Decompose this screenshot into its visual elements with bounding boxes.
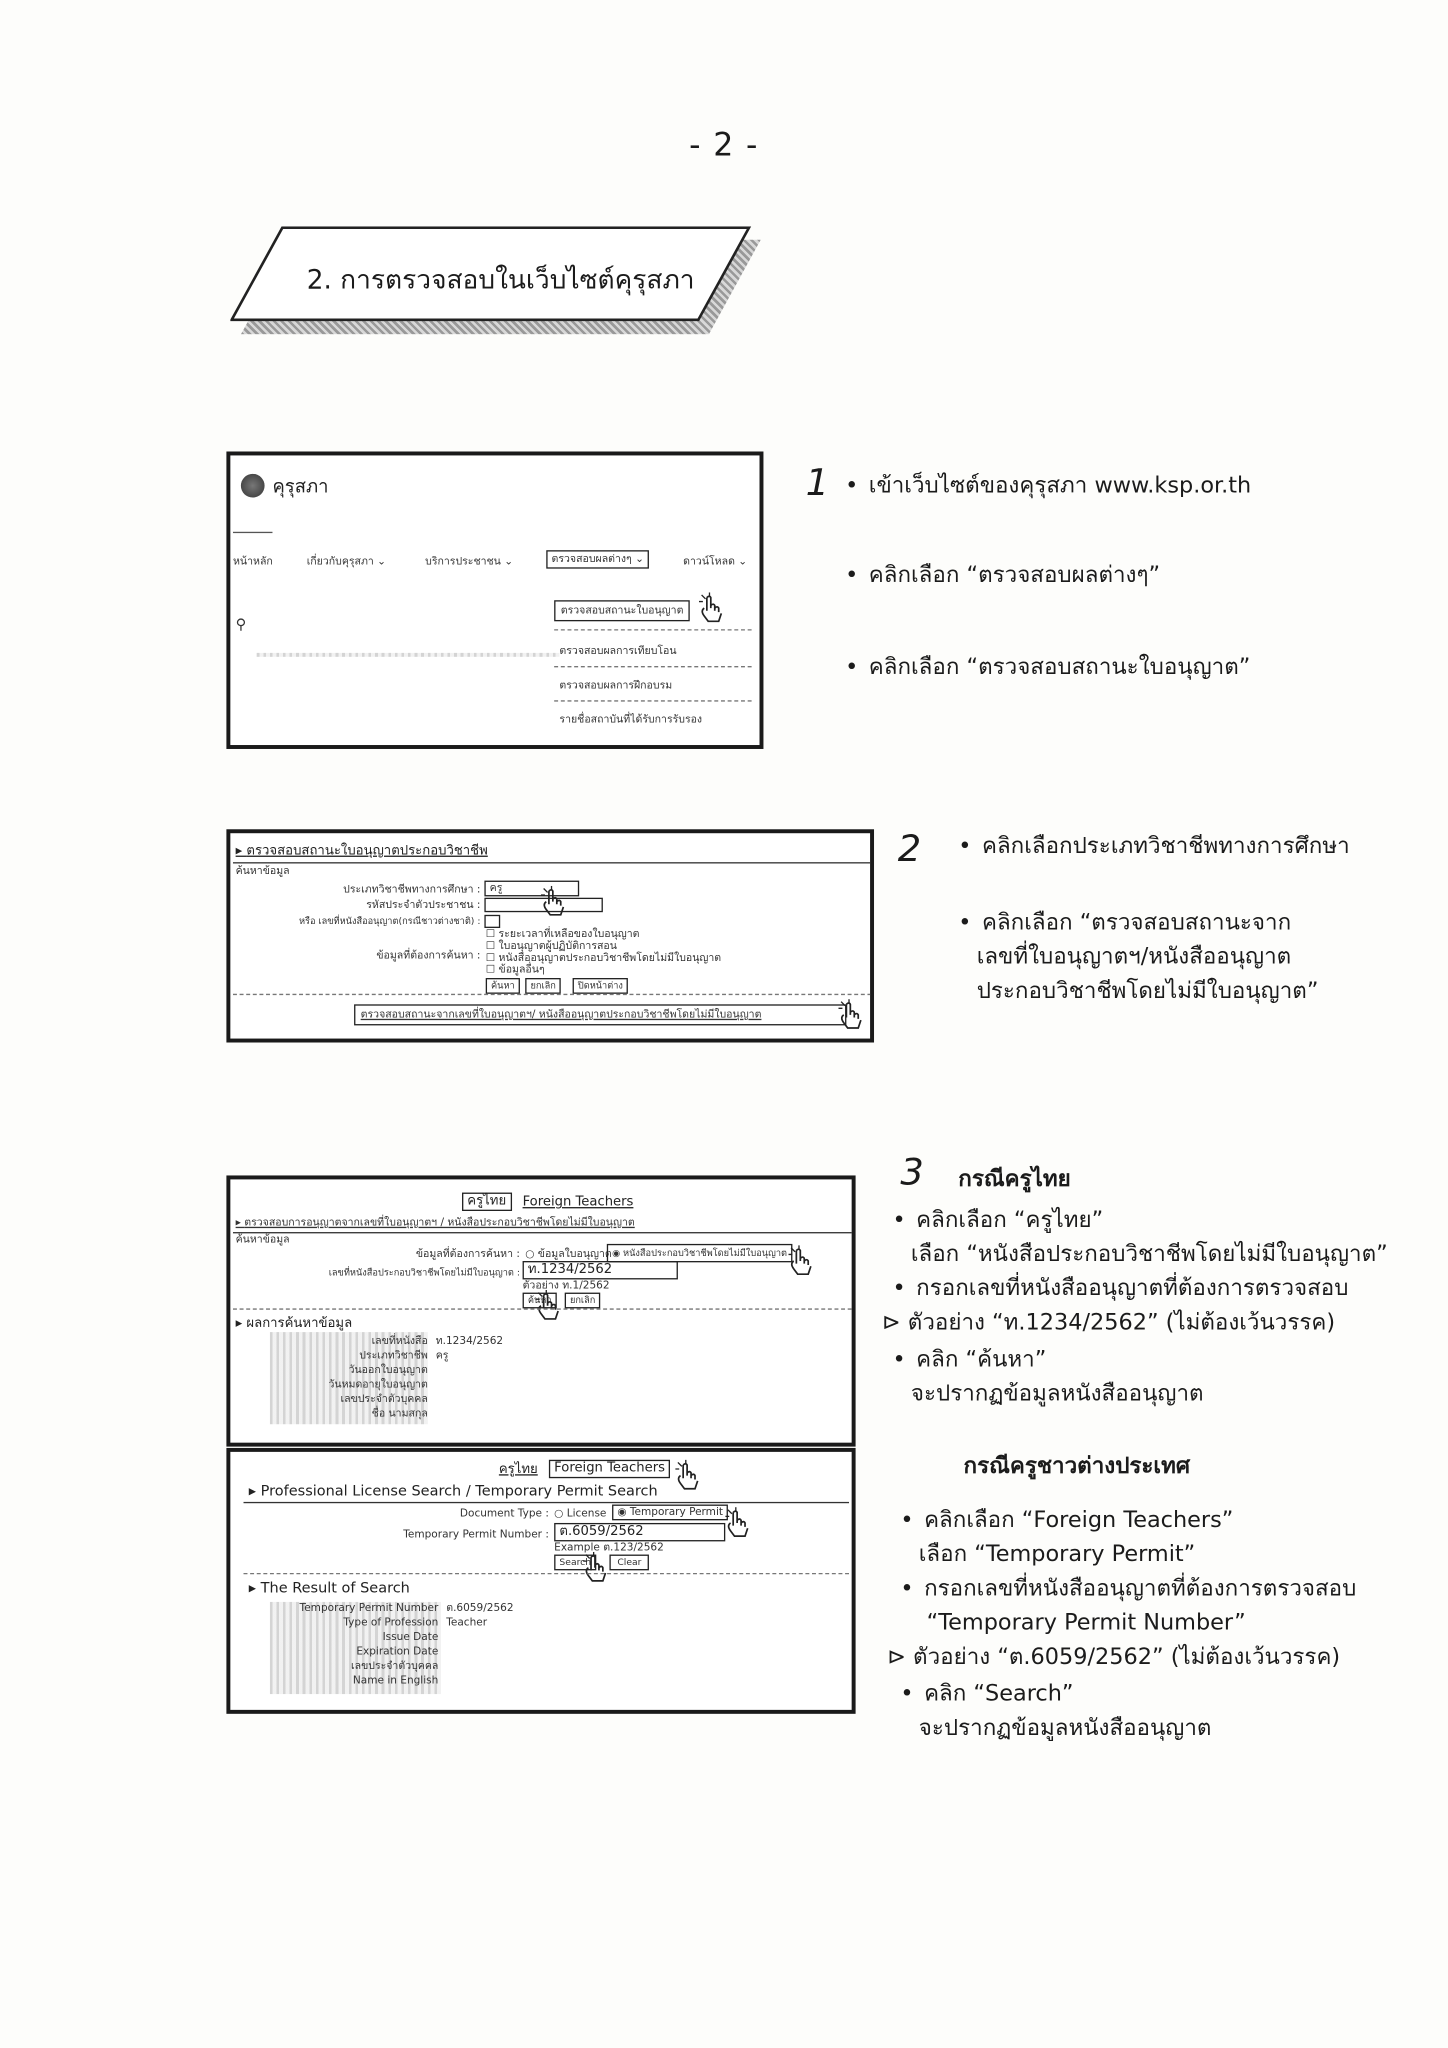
option-remaining[interactable]: ☐ ระยะเวลาที่เหลือของใบอนุญาต [485,927,640,940]
tab-thai-teacher[interactable]: ครูไทย [498,1462,538,1477]
radio-text: ข้อมูลใบอนุญาต [537,1247,612,1260]
option-text: ข้อมูลอื่นๆ [498,963,545,976]
permit-number-label: Temporary Permit Number : [403,1528,549,1541]
thai-line-4: ตัวอย่าง “ท.1234/2562” (ไม่ต้องเว้นวรรค) [907,1309,1336,1337]
search-label: ค้นหาข้อมูล [235,864,290,877]
result-value: Teacher [446,1616,488,1629]
option-text: ระยะเวลาที่เหลือของใบอนุญาต [498,927,640,940]
id-label: รหัสประจำตัวประชาชน : [366,899,481,911]
step2-line-2: • คลิกเลือก “ตรวจสอบสถานะจาก [958,906,1291,940]
foreign-line-2: เลือก “Temporary Permit” [918,1541,1196,1568]
radio-temporary-permit[interactable]: ◉ Temporary Permit [612,1505,728,1521]
alt-input[interactable] [484,915,500,928]
option-other[interactable]: ☐ ข้อมูลอื่นๆ [485,963,545,976]
option-text: ใบอนุญาตผู้ปฏิบัติการสอน [498,939,617,952]
search-button[interactable]: ค้นหา [486,978,520,994]
radio-permit-selected[interactable]: ◉ หนังสือประกอบวิชาชีพโดยไม่มีใบอนุญาต [607,1244,792,1262]
arrow-right-icon: ⊳ [887,1644,914,1671]
doc-type-label: Document Type : [459,1507,549,1520]
option-permit[interactable]: ☐ หนังสืออนุญาตประกอบวิชาชีพโดยไม่มีใบอนุญาต [485,951,722,964]
hand-cursor-icon [788,1245,814,1277]
tab-foreign-teachers[interactable]: Foreign Teachers [549,1460,670,1478]
result-label: ประเภทวิชาชีพ [359,1349,428,1362]
profession-label: ประเภทวิชาชีพทางการศึกษา : [343,883,481,896]
step2-number: 2 [897,826,922,871]
divider [233,1308,852,1309]
step3-number: 3 [900,1150,924,1194]
result-label: Expiration Date [356,1645,439,1658]
alt-label: หรือ เลขที่หนังสืออนุญาต(กรณีชาวต่างชาติ) : [298,916,481,927]
result-label: Type of Profession [343,1616,439,1629]
close-window-button[interactable]: ปิดหน้าต่าง [573,978,629,994]
result-label: ชื่อ นามสกุล [371,1407,428,1419]
result-label: เลขประจำตัวบุคคล [340,1392,428,1405]
option-text: หนังสืออนุญาตประกอบวิชาชีพโดยไม่มีใบอนุญาต [498,951,722,964]
nav-about[interactable]: เกี่ยวกับคุรุสภา ⌄ [306,555,386,568]
ksp-logo-icon [241,474,265,498]
tab-thai-teacher[interactable]: ครูไทย [462,1193,511,1211]
thai-line-2: เลือก “หนังสือประกอบวิชาชีพโดยไม่มีใบอนุญาต” [910,1241,1388,1268]
radio-text: Temporary Permit [629,1505,723,1518]
permit-number-input[interactable]: ท.1234/2562 [523,1261,678,1279]
nav-home[interactable]: หน้าหลัก [232,555,273,568]
example-hint: Example ต.123/2562 [554,1541,664,1554]
form-title: ▸ Professional License Search / Temporary Permit Search [248,1482,658,1500]
step2-line-4: ประกอบวิชาชีพโดยไม่มีใบอนุญาต” [976,978,1319,1005]
search-label: ค้นหาข้อมูล [235,1233,290,1246]
option-license[interactable]: ☐ ใบอนุญาตผู้ปฏิบัติการสอน [485,939,617,952]
step2-line-1: • คลิกเลือกประเภทวิชาชีพทางการศึกษา [958,829,1349,863]
page-number: - 2 - [689,126,759,164]
foreign-line-3: • กรอกเลขที่หนังสืออนุญาตที่ต้องการตรวจสอบ [900,1572,1356,1606]
divider [554,700,751,701]
hand-cursor-icon [725,1507,751,1539]
thai-line-5: • คลิก “ค้นหา” [892,1343,1046,1377]
dropdown-transfer[interactable]: ตรวจสอบผลการเทียบโอน [559,644,677,657]
result-value: ครู [435,1349,449,1362]
step3-thai-screenshot [226,1175,855,1446]
divider [554,629,751,630]
dropdown-institutions[interactable]: รายชื่อสถาบันที่ได้รับการรับรอง [559,713,703,726]
section-banner [230,226,770,339]
nav-services[interactable]: บริการประชาชน ⌄ [425,555,514,568]
divider [233,994,871,995]
step1-line-2: • คลิกเลือก “ตรวจสอบผลต่างๆ” [845,558,1160,592]
form-title-text: ตรวจสอบการอนุญาตจากเลขที่ใบอนุญาตฯ / หนังสือประกอบวิชาชีพโดยไม่มีใบอนุญาต [244,1216,635,1229]
thai-example [882,1306,1335,1340]
logo-text: คุรุสภา [272,476,329,498]
result-title: ▸ ผลการค้นหาข้อมูล [235,1316,353,1331]
radio-text: หนังสือประกอบวิชาชีพโดยไม่มีใบอนุญาต [623,1247,788,1259]
hand-cursor-icon [536,1290,562,1322]
foreign-line-1: • คลิกเลือก “Foreign Teachers” [900,1503,1233,1537]
divider [233,1232,852,1233]
clear-button[interactable]: Clear [609,1555,649,1571]
thai-teacher-heading: กรณีครูไทย [958,1166,1071,1193]
thai-line-1: • คลิกเลือก “ครูไทย” [892,1203,1103,1237]
scan-noise [257,653,560,657]
dropdown-training[interactable]: ตรวจสอบผลการฝึกอบรม [559,679,673,692]
result-label: วันออกใบอนุญาต [348,1363,428,1376]
foreign-example [887,1640,1340,1674]
search-button[interactable]: Search [554,1555,596,1571]
form-title: ▸ ตรวจสอบสถานะใบอนุญาตประกอบวิชาชีพ [235,843,488,859]
foreign-teacher-heading: กรณีครูชาวต่างประเทศ [963,1453,1191,1480]
permit-number-input[interactable]: ต.6059/2562 [554,1523,725,1541]
step3-foreign-screenshot [226,1448,855,1714]
needs-label: ข้อมูลที่ต้องการค้นหา : [376,949,481,961]
search-button[interactable]: ค้นหา [523,1293,557,1309]
divider [233,532,272,533]
result-title: ▸ The Result of Search [248,1579,410,1597]
result-label: Issue Date [382,1630,439,1643]
step1-line-3: • คลิกเลือก “ตรวจสอบสถานะใบอนุญาต” [845,650,1250,684]
license-number-link[interactable]: ตรวจสอบสถานะจากเลขที่ใบอนุญาตฯ/ หนังสืออนุญาตประกอบวิชาชีพโดยไม่มีใบอนุญาต [354,1004,846,1025]
step1-screenshot [226,451,763,748]
example-hint: ตัวอย่าง ท.1/2562 [522,1279,610,1292]
foreign-line-7: จะปรากฏข้อมูลหนังสืออนุญาต [918,1715,1212,1742]
hand-cursor-icon [838,999,864,1031]
hand-cursor-icon [583,1552,609,1584]
step2-screenshot [226,829,874,1042]
result-value: ท.1234/2562 [435,1334,504,1347]
foreign-line-4: “Temporary Permit Number” [926,1609,1246,1637]
type-label: ข้อมูลที่ต้องการค้นหา : [415,1247,520,1260]
result-label: เลขประจำตัวบุคคล [351,1659,439,1672]
number-label: เลขที่หนังสือประกอบวิชาชีพโดยไม่มีใบอนุญาต : [328,1267,520,1279]
nav-download[interactable]: ดาวน์โหลด ⌄ [683,555,748,568]
result-label: วันหมดอายุใบอนุญาต [328,1378,428,1391]
result-title-text: The Result of Search [260,1579,410,1597]
result-value: ต.6059/2562 [446,1601,514,1614]
search-icon[interactable]: ⚲ [235,616,247,634]
thai-line-3: • กรอกเลขที่หนังสืออนุญาตที่ต้องการตรวจสอบ [892,1272,1348,1306]
step2-line-3: เลขที่ใบอนุญาตฯ/หนังสืออนุญาต [976,943,1292,971]
result-label: Temporary Permit Number [299,1601,439,1614]
result-title-text: ผลการค้นหาข้อมูล [246,1316,353,1331]
id-input[interactable] [484,898,602,912]
form-title-text: Professional License Search / Temporary Permit Search [260,1482,658,1500]
result-label: เลขที่หนังสือ [371,1334,428,1347]
step1-number: 1 [805,460,830,505]
form-title-text: ตรวจสอบสถานะใบอนุญาตประกอบวิชาชีพ [246,843,488,859]
hand-cursor-icon [675,1460,701,1492]
divider [244,1502,849,1503]
profession-select[interactable]: ครู [484,881,579,897]
radio-text: License [566,1507,607,1520]
step1-line-1: • เข้าเว็บไซต์ของคุรุสภา www.ksp.or.th [845,469,1251,503]
hand-cursor-icon [699,592,725,624]
dropdown-license-status[interactable]: ตรวจสอบสถานะใบอนุญาต [554,600,690,621]
divider [554,666,751,667]
arrow-right-icon: ⊳ [881,1309,908,1337]
nav-check-results[interactable]: ตรวจสอบผลต่างๆ ⌄ [546,550,649,568]
radio-license[interactable]: ○ License [554,1507,607,1520]
foreign-line-5: ตัวอย่าง “ต.6059/2562” (ไม่ต้องเว้นวรรค) [913,1644,1341,1671]
foreign-line-6: • คลิก “Search” [900,1677,1073,1711]
divider [233,862,871,863]
section-title: 2. การตรวจสอบในเว็บไซต์คุรุสภา [306,263,695,295]
radio-license[interactable]: ○ ข้อมูลใบอนุญาต [525,1247,612,1260]
cancel-button[interactable]: ยกเลิก [565,1293,601,1309]
cancel-button[interactable]: ยกเลิก [525,978,561,994]
thai-line-6: จะปรากฏข้อมูลหนังสืออนุญาต [910,1380,1204,1408]
tab-foreign-teachers[interactable]: Foreign Teachers [522,1195,634,1210]
divider [244,1573,849,1574]
form-title: ▸ ตรวจสอบการอนุญาตจากเลขที่ใบอนุญาตฯ / หนังสือประกอบวิชาชีพโดยไม่มีใบอนุญาต [235,1216,635,1229]
result-label: Name in English [352,1674,439,1687]
